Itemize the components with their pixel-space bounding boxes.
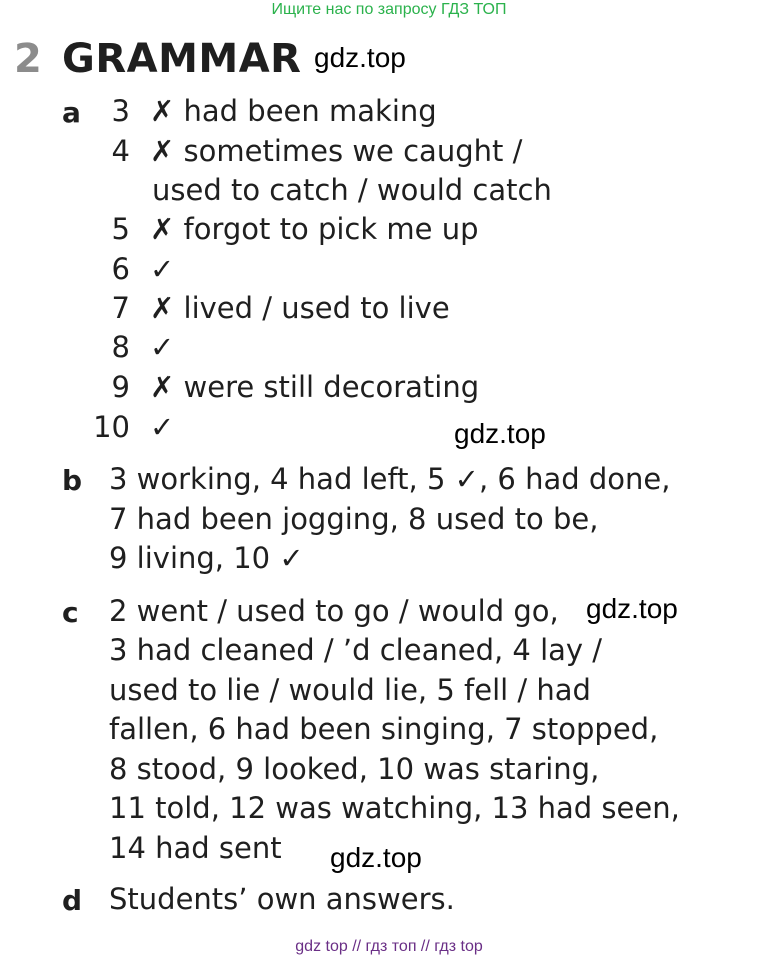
answer-line: fallen, 6 had been singing, 7 stopped,	[109, 712, 659, 746]
answer-line: 14 had sent	[109, 831, 282, 865]
cross-icon: ✗	[150, 134, 175, 168]
answer-line: 11 told, 12 was watching, 13 had seen,	[109, 791, 680, 825]
answer-line: 8 stood, 9 looked, 10 was staring,	[109, 752, 600, 786]
answer-line	[109, 462, 670, 496]
check-icon: ✓	[454, 462, 479, 496]
top-banner: Ищите нас по запросу ГДЗ ТОП	[271, 1, 507, 18]
item-text: lived / used to live	[174, 291, 450, 325]
part-c-letter: c	[62, 596, 79, 629]
item-number: 7	[111, 291, 130, 325]
item-number: 4	[111, 134, 130, 168]
item-text: sometimes we caught /	[174, 134, 523, 168]
item-text: had been making	[174, 94, 437, 128]
part-b-letter: b	[62, 464, 83, 497]
answer-line: 3 had cleaned / ’d cleaned, 4 lay /	[109, 633, 603, 667]
section-number: 2	[14, 36, 42, 82]
watermark: gdz.top	[586, 593, 678, 624]
answer-line: Students’ own answers.	[109, 882, 455, 916]
answer-line	[109, 502, 598, 536]
item-text: used to catch / would catch	[152, 173, 552, 207]
item-number: 6	[111, 252, 130, 286]
answer-line: used to lie / would lie, 5 fell / had	[109, 673, 591, 707]
item-text: forgot to pick me up	[174, 212, 479, 246]
item-number: 5	[111, 212, 130, 246]
section-title: GRAMMAR	[62, 36, 302, 82]
answer-text: 3 working, 4 had left, 5	[109, 462, 455, 496]
item-text: were still decorating	[174, 370, 480, 404]
item-number: 9	[111, 370, 130, 404]
cross-icon: ✗	[150, 370, 175, 404]
watermark: gdz.top	[454, 418, 546, 449]
check-icon: ✓	[150, 410, 175, 444]
check-icon: ✓	[150, 330, 175, 364]
item-number: 3	[111, 94, 130, 128]
watermark: gdz.top	[330, 842, 422, 873]
check-icon: ✓	[150, 252, 175, 286]
item-number: 10	[93, 410, 130, 444]
answer-text: 9 living, 10	[109, 541, 280, 575]
cross-icon: ✗	[150, 212, 175, 246]
item-number: 8	[111, 330, 130, 364]
cross-icon: ✗	[150, 291, 175, 325]
watermark: gdz.top	[314, 42, 406, 73]
answer-text: 7 had been jogging, 8 used to be,	[109, 502, 599, 536]
part-a-letter: a	[62, 96, 81, 129]
check-icon: ✓	[279, 541, 304, 575]
answer-line	[109, 541, 304, 575]
answer-line: 2 went / used to go / would go,	[109, 594, 559, 628]
part-d-letter: d	[62, 884, 83, 917]
cross-icon: ✗	[150, 94, 175, 128]
bottom-banner: gdz top // гдз топ // гдз top	[295, 938, 483, 955]
answer-text: , 6 had done,	[478, 462, 671, 496]
